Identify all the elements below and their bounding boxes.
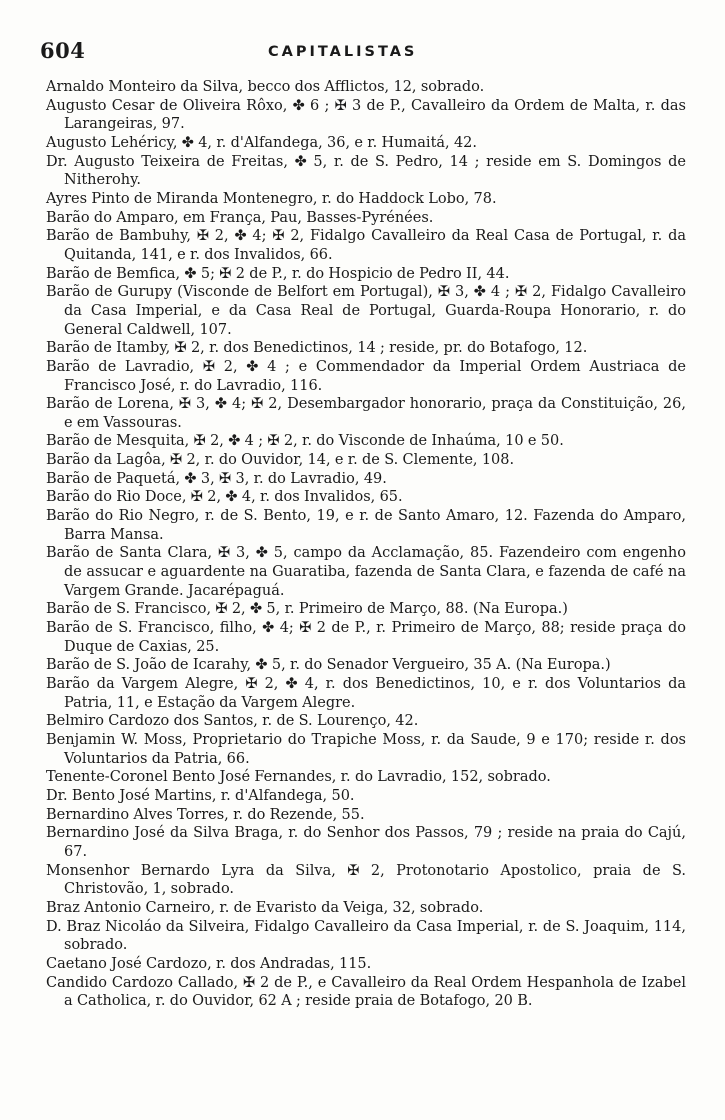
list-item: Barão de Lorena, ✠ 3, ✤ 4; ✠ 2, Desembargador honorario, praça da Constituição, 26, e em Vassouras. (46, 396, 686, 431)
entry-list (46, 78, 686, 1011)
list-item: Augusto Lehéricy, ✤ 4, r. d'Alfandega, 36, e r. Humaitá, 42. (46, 134, 478, 151)
list-item: Barão do Rio Doce, ✠ 2, ✤ 4, r. dos Invalidos, 65. (46, 489, 403, 506)
list-item: Barão do Amparo, em França, Pau, Basses-Pyrénées. (46, 209, 434, 226)
list-item: Dr. Augusto Teixeira de Freitas, ✤ 5, r. de S. Pedro, 14 ; reside em S. Domingos de Nitherohy. (46, 153, 686, 189)
list-item: Ayres Pinto de Miranda Montenegro, r. do Haddock Lobo, 78. (46, 190, 497, 207)
list-item: D. Braz Nicoláo da Silveira, Fidalgo Cavalleiro da Casa Imperial, r. de S. Joaquim, 114, sobrado. (46, 918, 686, 954)
list-item: Barão de Lavradio, ✠ 2, ✤ 4 ; e Commendador da Imperial Ordem Austriaca de Francisco José, r. do Lavradio, 116. (46, 358, 686, 394)
list-item: Tenente-Coronel Bento José Fernandes, r. do Lavradio, 152, sobrado. (46, 769, 551, 786)
list-item: Braz Antonio Carneiro, r. de Evaristo da Veiga, 32, sobrado. (46, 899, 484, 916)
page-header (40, 38, 690, 68)
list-item: Bernardino José da Silva Braga, r. do Senhor dos Passos, 79 ; reside na praia do Cajú, 67. (46, 825, 686, 860)
list-item: Barão de S. Francisco, ✠ 2, ✤ 5, r. Primeiro de Março, 88. (Na Europa.) (46, 601, 568, 618)
list-item: Barão de Gurupy (Visconde de Belfort em Portugal), ✠ 3, ✤ 4 ; ✠ 2, Fidalgo Cavalleiro da Casa Imperial, e da Casa Real de Portugal, Guarda-Roupa Honorario, r. do General Caldwell, 107. (46, 284, 686, 338)
list-item: Bernardino Alves Torres, r. do Rezende, 55. (46, 806, 365, 823)
list-item: Barão de Bemfica, ✤ 5; ✠ 2 de P., r. do Hospicio de Pedro II, 44. (46, 265, 510, 282)
list-item: Barão de Bambuhy, ✠ 2, ✤ 4; ✠ 2, Fidalgo Cavalleiro da Real Casa de Portugal, r. da Quitanda, 141, e r. dos Invalidos, 66. (46, 228, 686, 263)
list-item: Barão de S. João de Icarahy, ✤ 5, r. do Senador Vergueiro, 35 A. (Na Europa.) (46, 657, 611, 674)
list-item: Barão de Mesquita, ✠ 2, ✤ 4 ; ✠ 2, r. do Visconde de Inhaúma, 10 e 50. (46, 433, 564, 450)
list-item: Barão da Lagôa, ✠ 2, r. do Ouvidor, 14, e r. de S. Clemente, 108. (46, 452, 515, 469)
running-head: CAPITALISTAS (268, 44, 418, 60)
list-item: Caetano José Cardozo, r. dos Andradas, 115. (46, 955, 372, 972)
list-item: Barão da Vargem Alegre, ✠ 2, ✤ 4, r. dos Benedictinos, 10, e r. dos Voluntarios da Patria, 11, e Estação da Vargem Alegre. (46, 676, 686, 711)
list-item: Barão do Rio Negro, r. de S. Bento, 19, e r. de Santo Amaro, 12. Fazenda do Amparo, Barra Mansa. (46, 508, 686, 543)
page-number: 604 (40, 38, 86, 63)
list-item: Barão de Itamby, ✠ 2, r. dos Benedictinos, 14 ; reside, pr. do Botafogo, 12. (46, 340, 588, 357)
list-item: Belmiro Cardozo dos Santos, r. de S. Lourenço, 42. (46, 713, 419, 730)
list-item: Augusto Cesar de Oliveira Rôxo, ✤ 6 ; ✠ 3 de P., Cavalleiro da Ordem de Malta, r. das Larangeiras, 97. (46, 97, 686, 133)
list-item: Barão de Paquetá, ✤ 3, ✠ 3, r. do Lavradio, 49. (46, 470, 387, 487)
list-item: Benjamin W. Moss, Proprietario do Trapiche Moss, r. da Saude, 9 e 170; reside r. dos Voluntarios da Patria, 66. (46, 731, 686, 767)
list-item: Candido Cardozo Callado, ✠ 2 de P., e Cavalleiro da Real Ordem Hespanhola de Izabel a Catholica, r. do Ouvidor, 62 A ; reside praia de Botafogo, 20 B. (46, 974, 686, 1010)
list-item: Barão de Santa Clara, ✠ 3, ✤ 5, campo da Acclamação, 85. Fazendeiro com engenho de assucar e aguardente na Guaratiba, fazenda de Santa Clara, e fazenda de café na Vargem Grande. Jacarépaguá. (46, 545, 686, 599)
list-item: Arnaldo Monteiro da Silva, becco dos Afflictos, 12, sobrado. (46, 79, 485, 95)
list-item: Monsenhor Bernardo Lyra da Silva, ✠ 2, Protonotario Apostolico, praia de S. Christovão, 1, sobrado. (46, 862, 686, 898)
list-item: Dr. Bento José Martins, r. d'Alfandega, 50. (46, 787, 355, 804)
list-item: Barão de S. Francisco, filho, ✤ 4; ✠ 2 de P., r. Primeiro de Março, 88; reside praça do Duque de Caxias, 25. (46, 620, 686, 655)
